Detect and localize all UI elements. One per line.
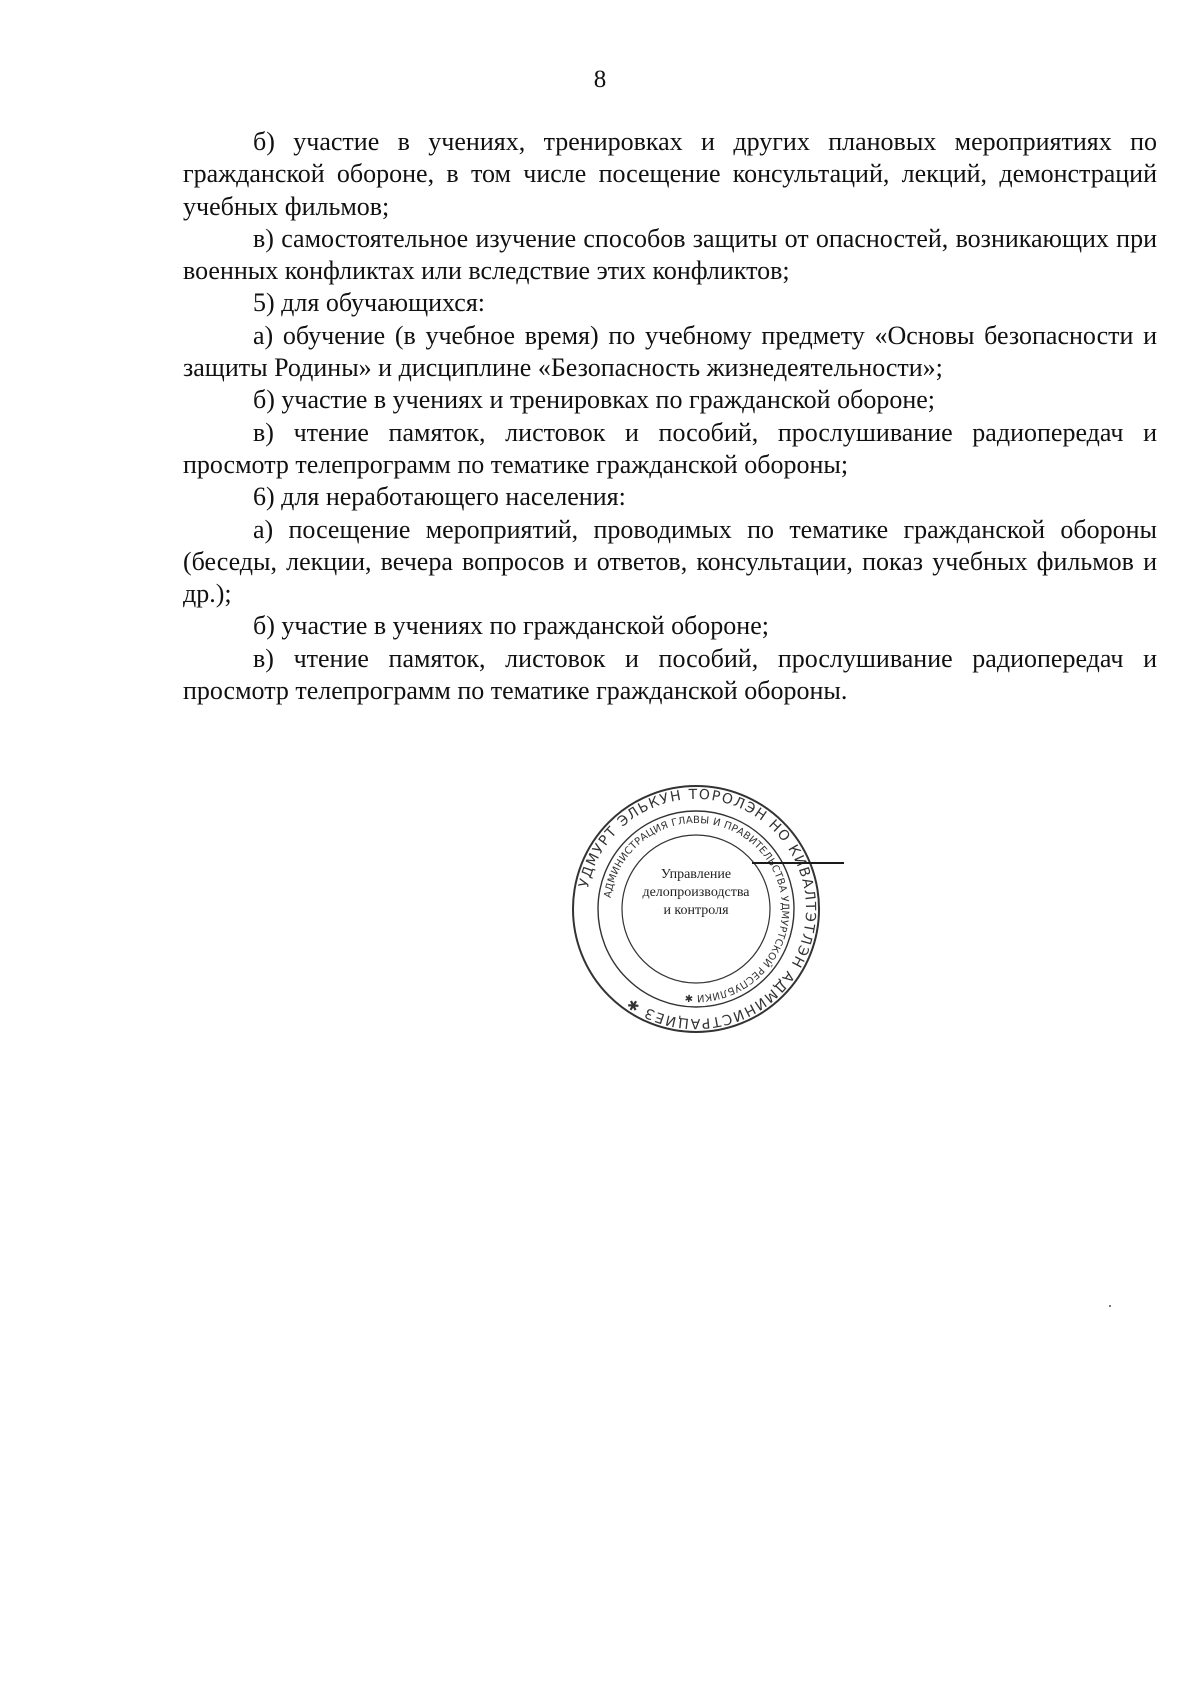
stamp-center-text bbox=[608, 866, 784, 920]
stamp-center-line: Управление bbox=[660, 867, 732, 882]
stamp-center-line: делопроизводства bbox=[642, 885, 750, 900]
stamp-center-line: и контроля bbox=[663, 903, 729, 918]
paragraph: б) участие в учениях по гражданской обороне; bbox=[253, 611, 769, 641]
paragraph: б) участие в учениях и тренировках по гражданской обороне; bbox=[253, 385, 935, 415]
body-text bbox=[183, 126, 1157, 707]
paragraph: а) посещение мероприятий, проводимых по тематике гражданской обороны (беседы, лекции, вечера вопросов и ответов, консультации, показ учебных фильмов и др.); bbox=[183, 514, 1157, 609]
paragraph: в) самостоятельное изучение способов защиты от опасностей, возникающих при военных конфликтах или вследствие этих конфликтов; bbox=[183, 223, 1157, 286]
signature-line bbox=[752, 862, 844, 864]
scan-speck bbox=[1109, 1305, 1111, 1307]
paragraph: б) участие в учениях, тренировках и других плановых мероприятиях по гражданской обороне, в том числе посещение консультаций, лекций, демонстраций учебных фильмов; bbox=[183, 127, 1157, 221]
stamp-inner-text: АДМИНИСТРАЦИЯ ГЛАВЫ И ПРАВИТЕЛЬСТВА УДМУРТСКОЙ РЕСПУБЛИКИ ✱ bbox=[602, 814, 791, 1004]
paragraph: 6) для неработающего населения: bbox=[253, 482, 626, 512]
paragraph: в) чтение памяток, листовок и пособий, прослушивание радиопередач и просмотр телепрограмм по тематике гражданской обороны; bbox=[183, 417, 1157, 479]
paragraph: в) чтение памяток, листовок и пособий, прослушивание радиопередач и просмотр телепрограмм по тематике гражданской обороны. bbox=[183, 643, 1157, 706]
paragraph: а) обучение (в учебное время) по учебному предмету «Основы безопасности и защиты Родины» и дисциплине «Безопасность жизнедеятельности»; bbox=[183, 320, 1157, 383]
stamp-outer-text: УДМУРТ ЭЛЬКУН ТОРОЛЭН НО КИВАЛТЭТЛЭН АДМИНИСТРАЦИЕЗ ✱ bbox=[576, 786, 819, 1032]
page-number: 8 bbox=[593, 66, 607, 93]
paragraph: 5) для обучающихся: bbox=[253, 288, 486, 318]
